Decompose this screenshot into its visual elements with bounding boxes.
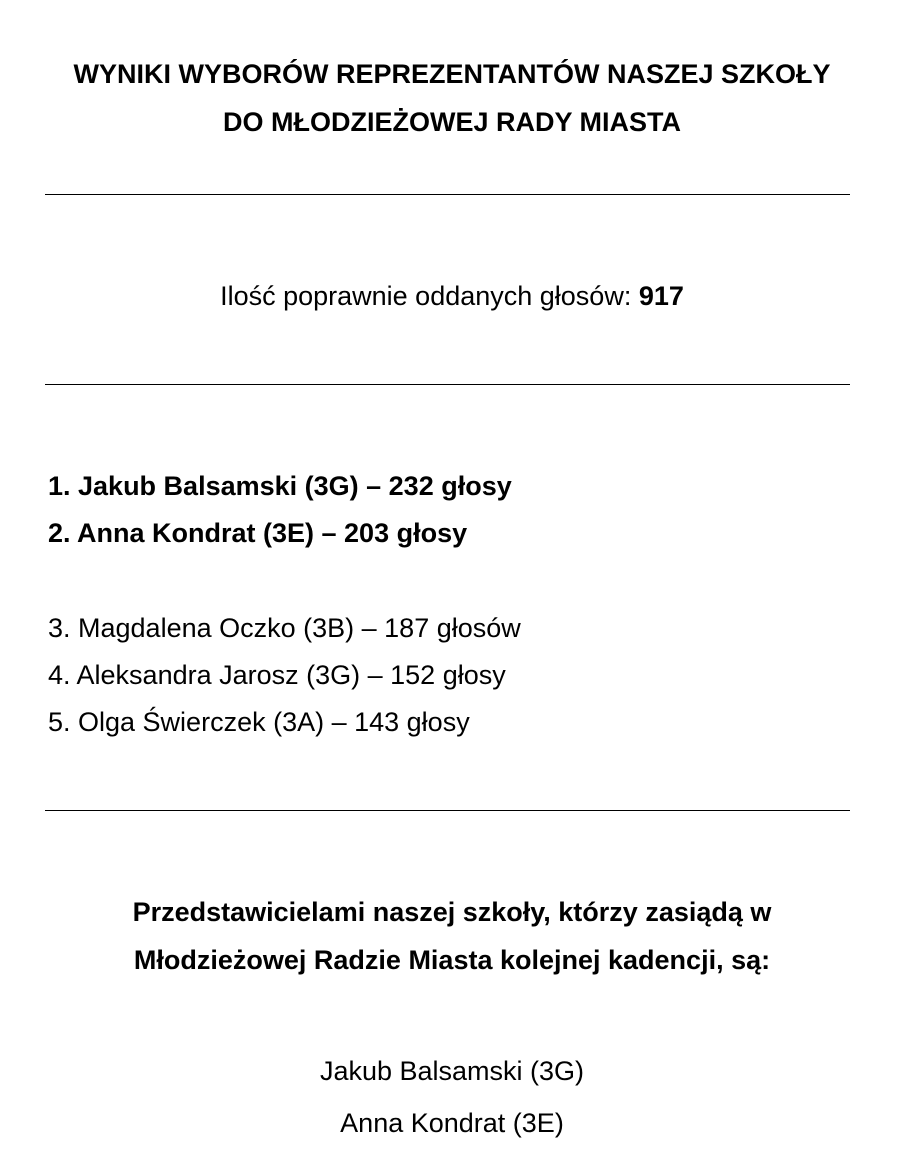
result-item-1: 1. Jakub Balsamski (3G) – 232 głosy <box>48 471 512 501</box>
title-line-1: WYNIKI WYBORÓW REPREZENTANTÓW NASZEJ SZKOŁY <box>73 59 831 89</box>
page-title <box>0 50 904 146</box>
representative-2: Anna Kondrat (3E) <box>340 1108 564 1138</box>
summary-statement <box>0 888 904 984</box>
representative-1: Jakub Balsamski (3G) <box>319 1056 585 1086</box>
result-item-5: 5. Olga Świerczek (3A) – 143 głosy <box>48 707 470 737</box>
results-spacer <box>48 560 521 608</box>
result-item-2: 2. Anna Kondrat (3E) – 203 głosy <box>48 518 468 548</box>
representatives-list <box>0 1045 904 1149</box>
summary-line-1: Przedstawicielami naszej szkoły, którzy zasiądą w <box>132 897 772 927</box>
valid-votes <box>0 278 904 314</box>
divider-3 <box>45 810 850 811</box>
summary-line-2: Młodzieżowej Radzie Miasta kolejnej kadencji, są: <box>133 945 771 975</box>
divider-2 <box>45 384 850 385</box>
valid-votes-label: Ilość poprawnie oddanych głosów: <box>220 281 639 311</box>
result-item-4: 4. Aleksandra Jarosz (3G) – 152 głosy <box>48 660 506 690</box>
result-item-3: 3. Magdalena Oczko (3B) – 187 głosów <box>48 613 521 643</box>
results-list <box>48 466 521 749</box>
valid-votes-count: 917 <box>638 281 684 311</box>
title-line-2: DO MŁODZIEŻOWEJ RADY MIASTA <box>223 107 681 137</box>
divider-1 <box>45 194 850 195</box>
